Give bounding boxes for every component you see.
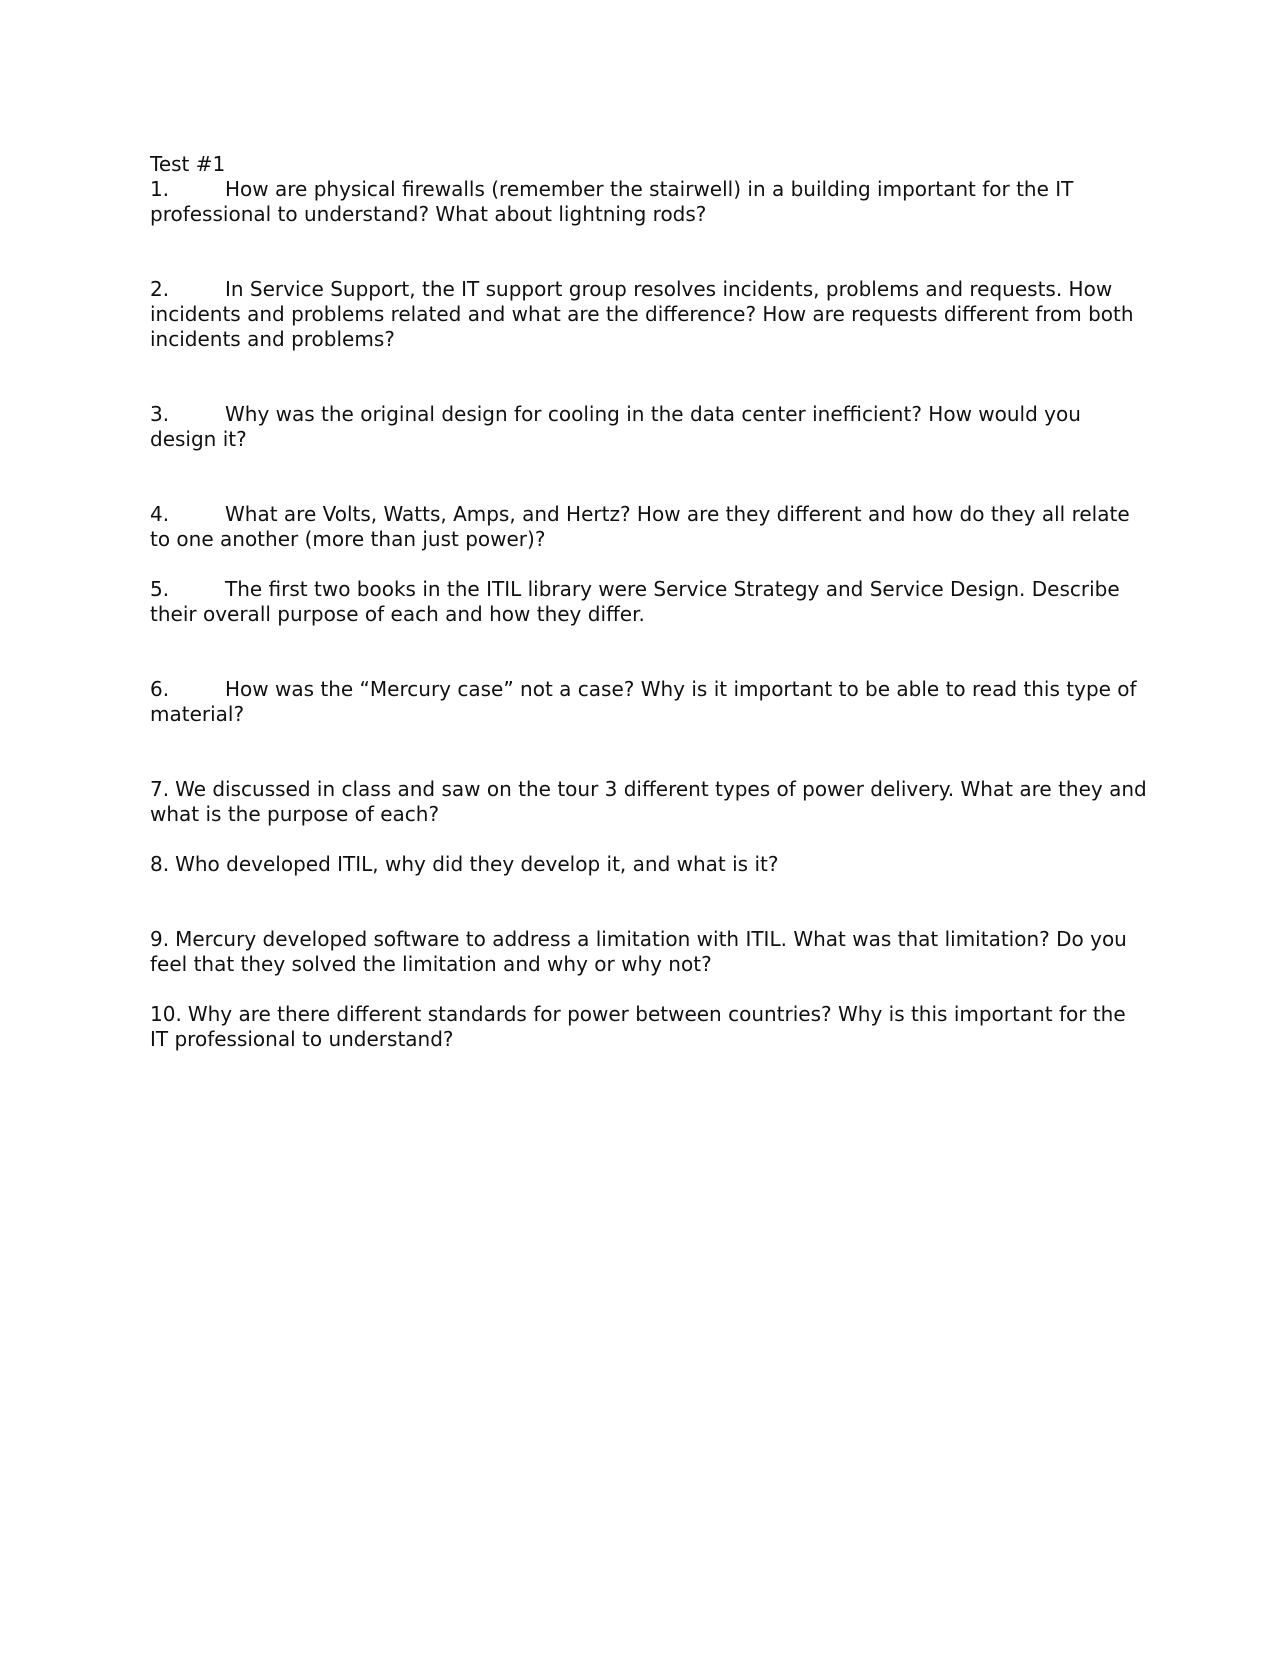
question-text: We discussed in class and saw on the tour 3 different types of power delivery. What are they and what is the purpose of each? (150, 777, 1147, 826)
question-number: 3. (150, 402, 170, 426)
question-5 (150, 577, 1150, 627)
question-number: 10. (150, 1002, 182, 1026)
document-title: Test #1 (150, 152, 226, 176)
question-text: Who developed ITIL, why did they develop it, and what is it? (175, 852, 779, 876)
question-text: What are Volts, Watts, Amps, and Hertz? How are they different and how do they all relate to one another (more than just power)? (150, 502, 1130, 551)
question-text: Why was the original design for cooling in the data center inefficient? How would you design it? (150, 402, 1081, 451)
question-7 (150, 777, 1150, 827)
question-text: In Service Support, the IT support group resolves incidents, problems and requests. How incidents and problems related and what are the difference? How are requests different from both incidents and problems? (150, 277, 1134, 351)
question-number: 5. (150, 577, 170, 601)
question-number: 1. (150, 177, 170, 201)
question-number: 9. (150, 927, 170, 951)
question-8 (150, 852, 1150, 877)
question-10 (150, 1002, 1150, 1052)
question-1 (150, 177, 1150, 227)
question-text: Why are there different standards for power between countries? Why is this important for the IT professional to understand? (150, 1002, 1126, 1051)
question-9 (150, 927, 1150, 977)
question-4 (150, 502, 1150, 552)
question-number: 4. (150, 502, 170, 526)
document-body (150, 152, 1150, 1052)
question-2 (150, 277, 1150, 352)
question-number: 8. (150, 852, 170, 876)
question-text: How are physical firewalls (remember the stairwell) in a building important for the IT professional to understand? What about lightning rods? (150, 177, 1074, 226)
question-number: 2. (150, 277, 170, 301)
question-number: 6. (150, 677, 170, 701)
question-6 (150, 677, 1150, 727)
question-number: 7. (150, 777, 170, 801)
question-text: The first two books in the ITIL library were Service Strategy and Service Design. Describe their overall purpose of each and how they differ. (150, 577, 1120, 626)
question-text: Mercury developed software to address a limitation with ITIL. What was that limitation? Do you feel that they solved the limitation and why or why not? (150, 927, 1127, 976)
question-3 (150, 402, 1150, 452)
question-text: How was the “Mercury case” not a case? Why is it important to be able to read this type of material? (150, 677, 1137, 726)
